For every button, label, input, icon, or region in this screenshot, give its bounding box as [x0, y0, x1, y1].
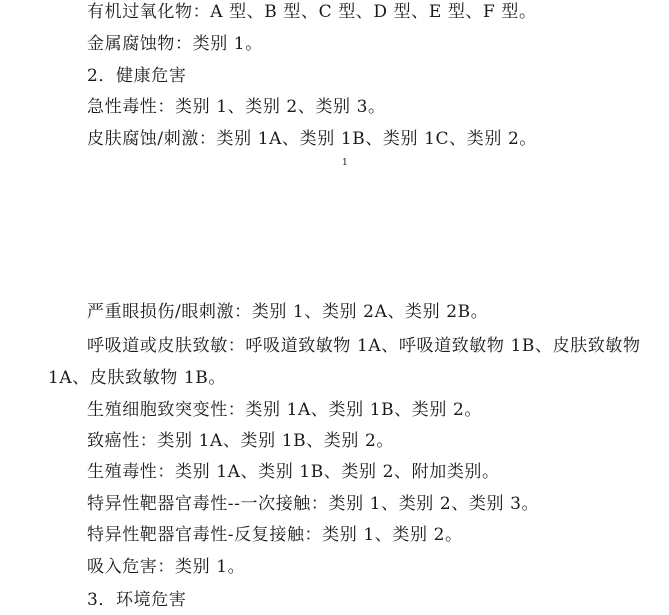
text-line-sensitization: 呼吸道或皮肤致敏：呼吸道致敏物 1A、呼吸道致敏物 1B、皮肤致敏物	[87, 336, 641, 356]
text-line-organic-peroxides: 有机过氧化物：A 型、B 型、C 型、D 型、E 型、F 型。	[87, 2, 537, 22]
text-line-carcinogenicity: 致癌性：类别 1A、类别 1B、类别 2。	[87, 431, 395, 451]
text-line-eye-damage: 严重眼损伤/眼刺激：类别 1、类别 2A、类别 2B。	[87, 302, 489, 322]
section-heading-health-hazards: 2．健康危害	[87, 66, 187, 86]
text-line-stot-single: 特异性靶器官毒性--一次接触：类别 1、类别 2、类别 3。	[87, 494, 540, 514]
text-line-metal-corrosives: 金属腐蚀物：类别 1。	[87, 34, 263, 54]
text-line-stot-repeated: 特异性靶器官毒性-反复接触：类别 1、类别 2。	[87, 525, 463, 545]
text-line-sensitization-continued: 1A、皮肤致敏物 1B。	[48, 368, 227, 388]
text-line-skin-corrosion: 皮肤腐蚀/刺激：类别 1A、类别 1B、类别 1C、类别 2。	[87, 129, 537, 149]
text-line-aspiration-hazard: 吸入危害：类别 1。	[87, 557, 246, 577]
text-line-reproductive-toxicity: 生殖毒性：类别 1A、类别 1B、类别 2、附加类别。	[87, 462, 500, 482]
text-line-acute-toxicity: 急性毒性：类别 1、类别 2、类别 3。	[87, 97, 386, 117]
text-line-germ-cell-mutagenicity: 生殖细胞致突变性：类别 1A、类别 1B、类别 2。	[87, 400, 483, 420]
section-heading-environmental-hazards: 3．环境危害	[87, 590, 187, 610]
page-number: 1	[342, 158, 348, 168]
